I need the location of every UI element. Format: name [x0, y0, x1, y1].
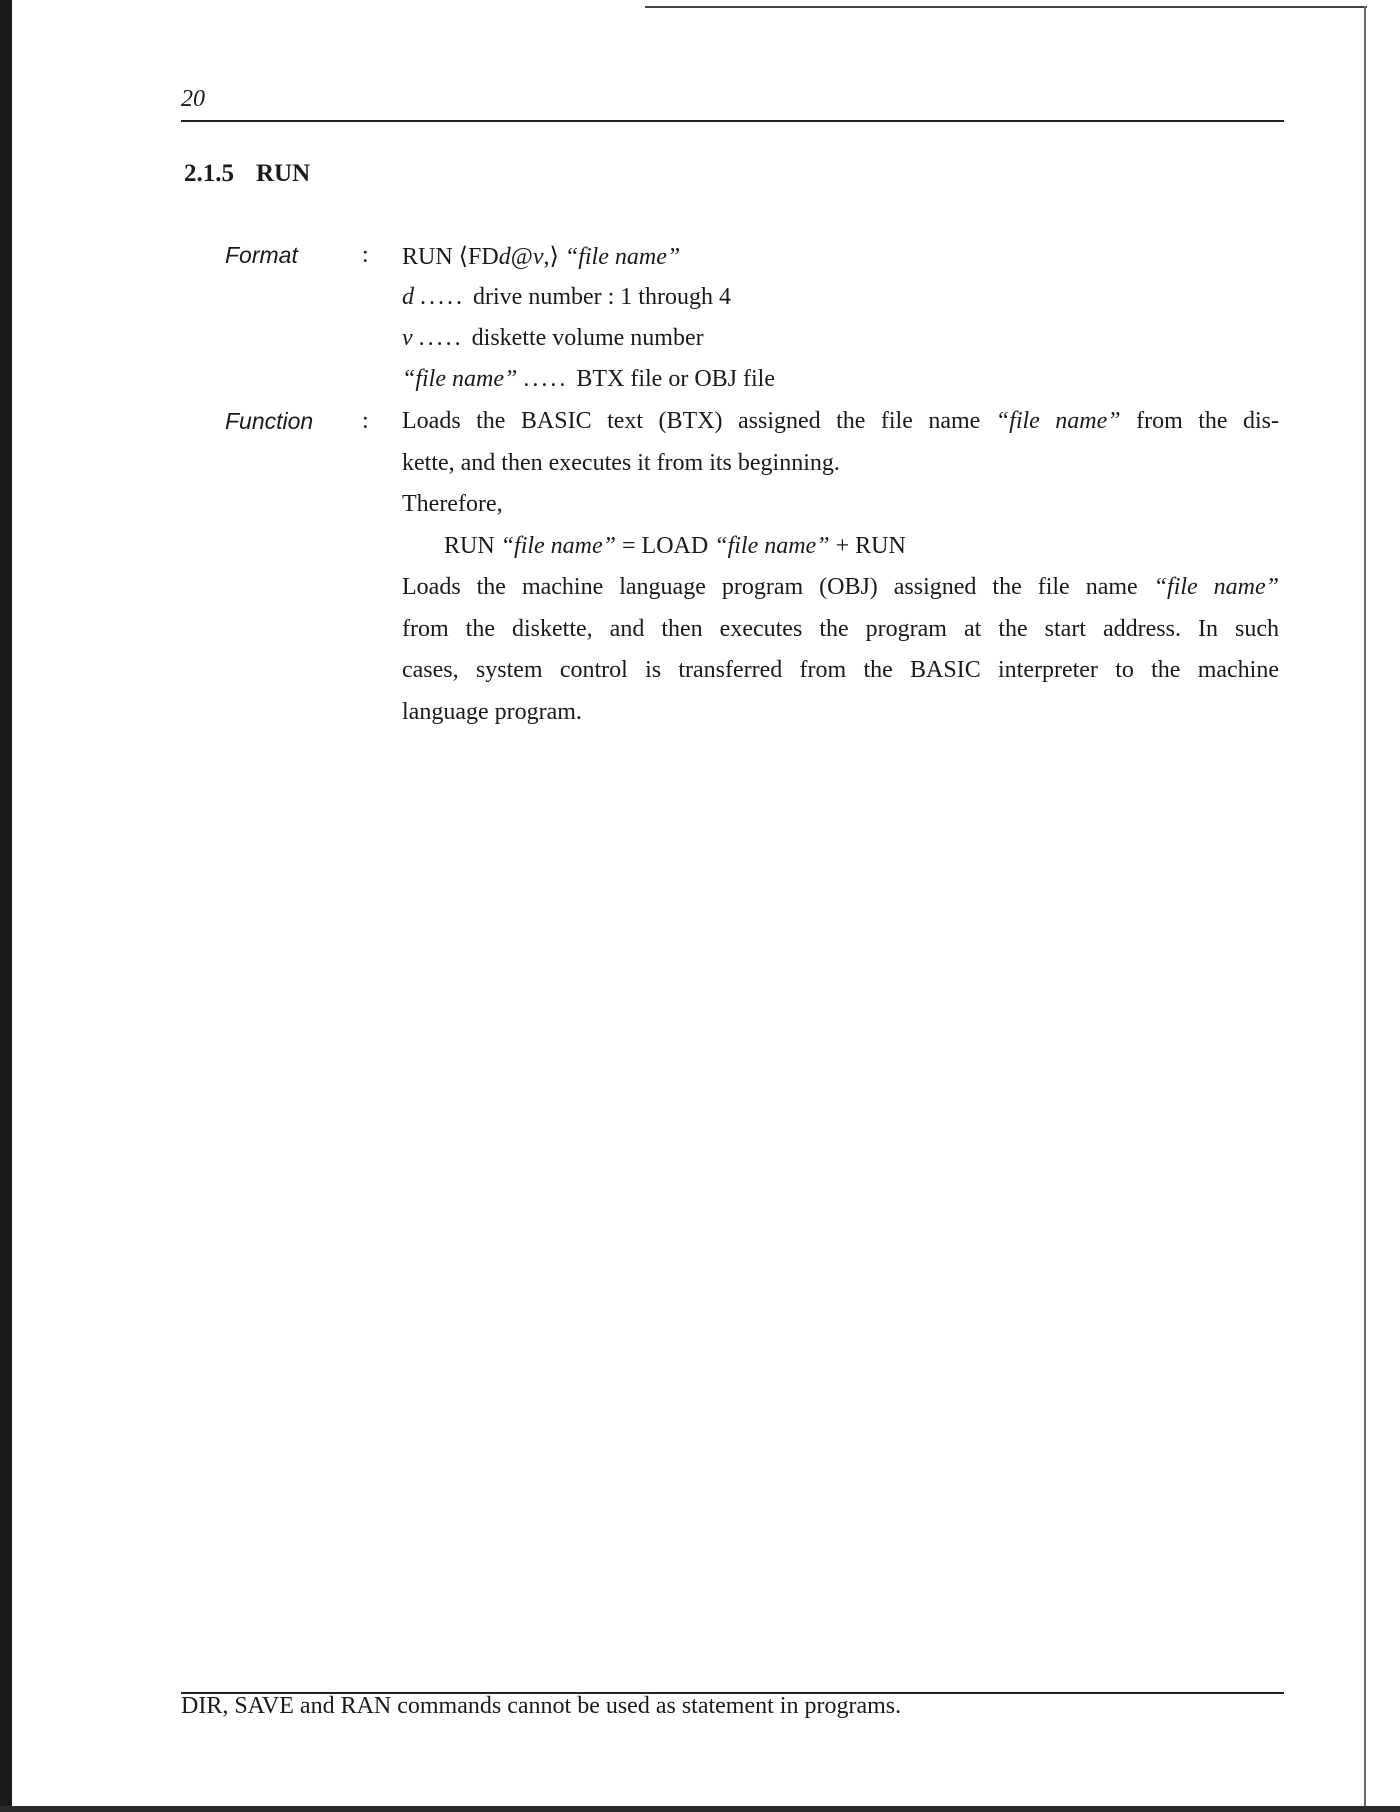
equation-run: RUN: [444, 533, 501, 559]
param-file-name: [402, 366, 775, 393]
param-symbol: d: [402, 284, 414, 310]
file-name-term: “file name”: [995, 408, 1121, 434]
equation-load: = LOAD: [616, 533, 715, 559]
function-para2-line3: cases, system control is transferred from the BASIC interpreter to the machine: [402, 657, 1279, 683]
function-therefore: Therefore,: [402, 491, 503, 517]
scan-bottom-edge: [0, 1806, 1400, 1812]
syntax-filename: “file name”: [564, 244, 681, 270]
function-para2-line2: from the diskette, and then executes the program at the start address. In such: [402, 616, 1279, 642]
syntax-part1: RUN ⟨FD: [402, 244, 499, 270]
param-dots: .....: [523, 366, 569, 392]
format-colon: :: [362, 242, 369, 268]
section-heading: [184, 160, 310, 188]
text-run: Loads the machine language program (OBJ) assigned the file name: [402, 574, 1154, 600]
equation-file-name: “file name”: [500, 533, 617, 559]
equation-end: + RUN: [829, 533, 906, 559]
format-label: Format: [225, 242, 298, 268]
section-number: 2.1.5: [184, 160, 234, 187]
scan-right-edge: [1364, 6, 1366, 1806]
function-colon: :: [362, 408, 369, 434]
param-dots: .....: [418, 325, 464, 351]
section-title: RUN: [256, 160, 311, 187]
equation-file-name: “file name”: [714, 533, 830, 559]
text-run: from the dis-: [1120, 408, 1279, 434]
param-description: diskette volume number: [471, 325, 704, 351]
function-para2-line4: language program.: [402, 699, 582, 725]
param-d: [402, 284, 731, 311]
param-symbol: “file name”: [402, 366, 518, 392]
function-para1-line2: kette, and then executes it from its beginning.: [402, 450, 840, 476]
function-label: Function: [225, 408, 314, 434]
footnote: DIR, SAVE and RAN commands cannot be used as statement in programs.: [181, 1693, 902, 1719]
file-name-term: “file name”: [1153, 574, 1279, 600]
scan-top-edge: [645, 6, 1367, 8]
function-equation: [444, 533, 906, 560]
function-para2-line1: [402, 574, 1279, 601]
syntax-part2: ,⟩: [543, 244, 565, 270]
syntax-d: d: [498, 244, 511, 270]
syntax-v: v: [532, 244, 544, 270]
scan-left-edge: [0, 0, 12, 1812]
param-v: [402, 325, 704, 352]
function-para1-line1: [402, 408, 1279, 435]
format-syntax: [402, 242, 680, 271]
text-run: Loads the BASIC text (BTX) assigned the file name: [402, 408, 996, 434]
param-dots: .....: [420, 284, 465, 310]
param-description: drive number : 1 through 4: [473, 284, 731, 310]
param-description: BTX file or OBJ file: [576, 366, 775, 392]
param-symbol: v: [402, 325, 413, 351]
header-rule: [181, 120, 1284, 122]
page-number: 20: [181, 86, 205, 112]
syntax-at: @: [510, 244, 533, 270]
